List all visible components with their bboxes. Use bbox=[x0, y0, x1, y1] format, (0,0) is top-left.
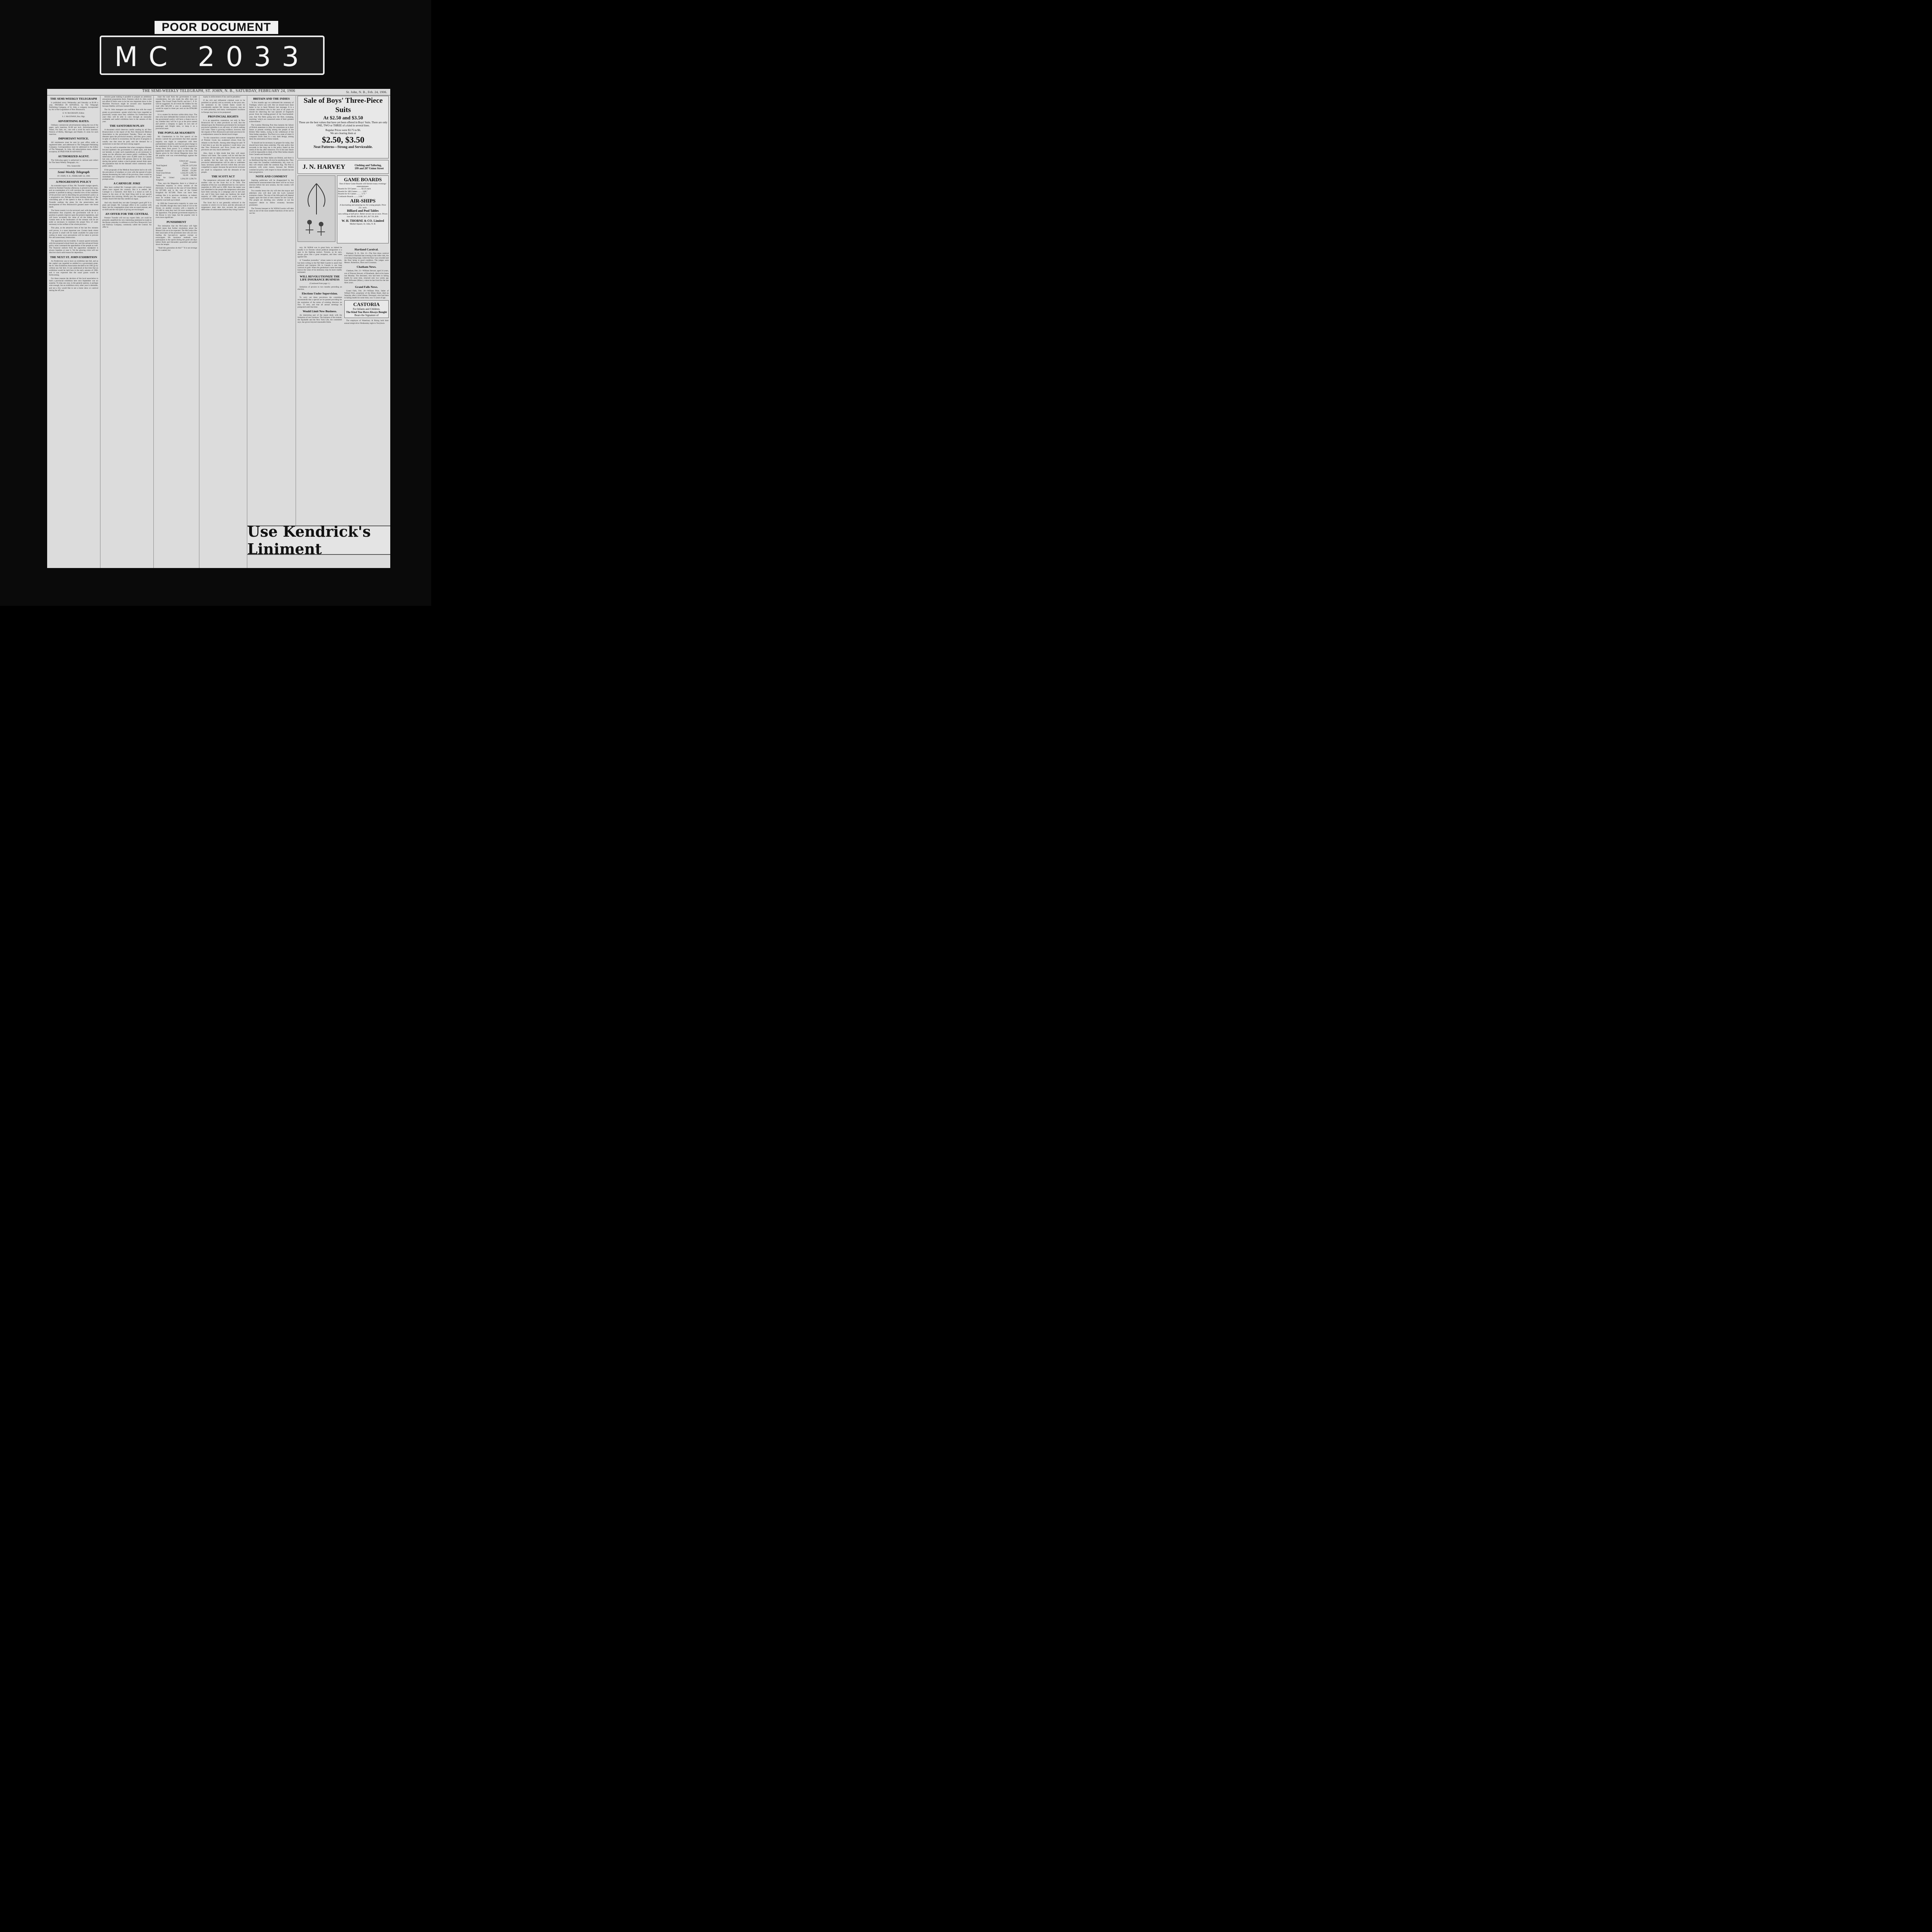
col6-grandfalls-para: Grand Falls, Feb. 20—William Pirie, father of Willard Pirie, proprietor of the Minto Hotel, died on Saturday after a brief illness. Deceased, who had been in failing health for some time, was 72 years of age. bbox=[344, 290, 389, 299]
col1-headline-1: A PROGRESSIVE POLICY bbox=[56, 180, 92, 184]
col3-headline-1: THE POPULAR MAJORITY bbox=[158, 131, 195, 135]
game-boards-intro: One of these Game Boards will furnish many evenings' entertainment. bbox=[339, 183, 386, 188]
vote-count: 100,000 bbox=[190, 174, 197, 177]
col1-adrates-head: ADVERTISING RATES. bbox=[58, 119, 89, 123]
col1-para-1: An extended report of Hon. Mr. Tweedie's budget speech, which he finished Tuesday afternoon, is printed in this issue, and an examination of it will convince the country that the premier is justified in taking a cheerful view of the condition of the province and in describing his government's policy as a progressive one. Perhaps the most striking feature of the concluding part of the speech is that in which Hon. Mr. Tweedie outlines the plans for the preservation and development of New Brunswick's greatest asset—the forest lands. bbox=[49, 184, 98, 208]
vote-count: 2,073,918 bbox=[189, 165, 197, 167]
col1-flag: Semi-Weekly Telegraph bbox=[58, 170, 90, 174]
col6-hartland-head: Hartland Carnival. bbox=[354, 248, 379, 251]
col3-para-7: "Shall this generation do this?" "It is not revenge that is wanted, but bbox=[156, 247, 197, 252]
column-1 bbox=[47, 96, 100, 568]
vote-region: Total England bbox=[156, 165, 167, 167]
suits-price-line: At $2.50 and $3.50 bbox=[323, 115, 363, 121]
col1-manager: S. J. McGOWAN, Bus. Mgr. bbox=[62, 116, 85, 118]
vote-count: Unionist. bbox=[189, 162, 197, 164]
suits-regular: Regular Prices were $3.75 to $6. bbox=[325, 129, 361, 132]
col1-agent-head: AUTHORIZED AGENT. bbox=[58, 154, 89, 158]
kendricks-banner bbox=[247, 523, 390, 558]
col1-dateline: ST. JOHN, N. B., FEBRUARY 24, 1906 bbox=[57, 175, 90, 177]
col5-para-1: "A few months ago we celebrated the centenary of Trafalgar, which was well. But we should have done better to lay to heart Nelson's last message. It is a sinister coincidence that in this year of all years we should be observing the last episode of England's power from the trading-ground of the four-hundred-year, that 'the fleets going now the fleet, sweeping, storming,' which are connected some of their greatest achievements." bbox=[249, 102, 294, 123]
col2-para-2: The St. John managers are confident that with the usual grants as government—grants which they have regarded as practically certain since they withdrew for Fredericton last year—they will be able to carry through an unusually creditable and useful exhibition here in the autumn of this year. bbox=[102, 109, 151, 123]
poor-document-stamp: POOR DOCUMENT bbox=[155, 21, 278, 34]
col4-para-3: It is an opposition contention, not only in New Brunswick but in other provinces as well, that the demand upon the Dominion government for increased provincial subsidies is an old story of which nothing will come. There is growing evidence, however, that the request of New Brunswick and sister provinces for a readjustment cannot be denied much longer. bbox=[201, 119, 245, 136]
col2-para-8: Premier Tweedie will not say expect little, yet could be presently amplified the very interesting statement he made in the House yesterday in reference to the New Brunswick Coal and Railway Company, commonly called the Central. An offer to bbox=[102, 216, 151, 229]
thorne-ad bbox=[337, 175, 389, 243]
harvey-line1: Clothing and Tailoring, bbox=[354, 164, 382, 167]
col2-para-5: If the proposals of the Medical Association had to do with the prevalence of smallpox or even with the spread of some disease threatening the cattle of the province, there would be immediate and widespread recognition of the necessity of prompt action. bbox=[102, 168, 151, 180]
vote-region: Total for United Kingdom bbox=[156, 177, 174, 181]
col6-chatham-para: Chatham, Feb. 21—William Stewart, aged 24 years, son of Duncan Stewart, of Rosebank, died at his home last Monday. The deceased, who had been in failing health for some time, returned only two weeks ago from Stillwater (Minn.), where he has lived for the last three years. bbox=[344, 270, 389, 284]
col1-adrates: Ordinary commercial advertisements taking the run of the paper, each insertion, $1.00 per inch. Advertisements of Wants, For Sale, etc., one cent a word for each insertion. Notices of Births, Marriages and Deaths 25 cents for each insertion. bbox=[49, 124, 98, 136]
col2-headline-3: AN OFFER FOR THE CENTRAL bbox=[105, 212, 149, 216]
suits-title: Sale of Boys' Three-Piece Suits bbox=[303, 97, 383, 114]
col6-hartland-para: Hartland, N. B., Feb. 21—The first dress carnival ever held in Hartland last evening in the roller rink, the crowning being large, while the floor was crowded and the floor being in good condition. The judges were Messrs. Robertson, Horn and Crossman. bbox=[344, 252, 389, 264]
col5-headline-2: NOTE AND COMMENT bbox=[255, 174, 287, 178]
col4-para-6: The temperance advocates talk of bringing about another vote on the Scott Act in St. John. The adoption of this law was defeated here by very narrow majorities in 1892 and in 1898. Since the matter was last submitted to the people the temperance advocates have been carrying on a campaign year in and year out, and if they have made any headway the small majority of 1898 against the act would now be converted into a considerable majority in its favor. bbox=[201, 179, 245, 201]
air-ships-desc: A fascinating and amusing toy for young people. Price 25c. each. bbox=[340, 204, 386, 209]
suits-neat: Neat Patterns—Strong and Serviceable. bbox=[313, 145, 373, 149]
vote-region: Total Great Britain bbox=[156, 172, 171, 174]
col5-para-2: The London Morning Post thus laments the failure of British statesmen to allay the uneasiness as to their future at present existing among the people of the British West Indies, owing to the withdrawal of the West Indian squadron. The Post is in a state of mind. It compares Uncle Sam in a very dark design, among them the annexation of these islands. bbox=[249, 124, 294, 141]
vote-count: 2,596,731 bbox=[189, 178, 197, 180]
col1-agent: The following agent is authorized to canvass and collect for The Semi-Weekly Telegraph, viz.: bbox=[49, 159, 98, 164]
billiard-title: Billiard and Pool Tables bbox=[347, 209, 379, 213]
col5-para-4: For all that the West Indies are British, and there is no likelihood that they will ever be anything else. They may enter the Canadian confederation, but, even so, they will remain under the common flag. The Post is annoyed, with some reason, because the British commercial policy with respect to those islands has not been progressive. bbox=[249, 157, 294, 173]
col3-headline-2: PUNISHMENT bbox=[167, 220, 186, 224]
col1-headline-2: THE NEXT ST. JOHN EXHIBITION bbox=[50, 255, 97, 259]
col4-para-1: equity in enforcement of law and its penalties." bbox=[203, 96, 242, 98]
vote-count: 253,901 bbox=[190, 170, 197, 172]
col6-mutual: A "Canadian journalist," whose name is not given, has been writing to the Pall Mall Gazette to assert that political and business life in Canada is one long carnival of graft. When the gentleman's name becomes known the value of his testimony may be more readily estimated. bbox=[298, 259, 342, 274]
suits-clearing: We are clearing them at bbox=[330, 132, 356, 135]
game-boards-list bbox=[338, 188, 388, 198]
col4-para-4: "In this connection a recent outspoken deliverance of Premier Gouin has awakened echoes from the Atlantic to the Pacific. Among other things he said: 'If I had time to go into the question I could show you that New Brunswick and Nova Scotia and other provinces are very much interested.'" bbox=[201, 137, 245, 151]
billiard-desc: now selling at half price. Better secure one at once. Prices now $9.00, $12.00, $15, $17.50, $30. bbox=[338, 213, 388, 218]
col1-para-5: As Fredericton was to have an exhibition last fall, and as the capital was regarded as entitled to a government grant, the St. John Exhibition Association decided to let 1905 go by without any fair here. It was understood at that time that an exhibition would be held here in the early autumn of 1906, and it was expected that the usual grants would be forthcoming. bbox=[49, 260, 98, 277]
col1-title: THE SEMI-WEEKLY TELEGRAPH bbox=[50, 97, 97, 100]
harvey-line2: 199 and 207 Union Street bbox=[354, 167, 384, 170]
vote-count: 366,605 bbox=[182, 170, 188, 172]
col3-para-3: Mr. Chamberlain in his first speech of the session warned the government that their popular majority was slight in comparison with their parliamentary majority, and that no great change in the sentiment of the country would be required to sweep them from power. It is evident that the opposition leader did not speak by the book. The figures given by the Liberal Magazine show that the popular vote was overwhelmingly against the Unionists. bbox=[156, 136, 197, 160]
game-board-item: Boards for 65 Games ........ 3.75 " bbox=[338, 193, 367, 195]
vote-count: 3,344,259 bbox=[180, 172, 188, 174]
col2-para-1: mission grant making it possible to prepare an ambitious amusement programme there. Features which St. John could not afford if there were to be but one important show in the Maritime Provinces might be secured next September because Halifax will have booked them. bbox=[102, 96, 151, 108]
col3-para-6: The intimation that the McCurdys will fight should mean that further revelations about the Mutual Life are to be expected. The McCurdys like their associates of the prominent men who are now leading the hue-and-cry against corrupt or extravagant life insurance methods were participants in the spoils during the good old days before Hyde and Alexander quarrelled and pulled down the temple. bbox=[156, 224, 197, 246]
column-4 bbox=[199, 96, 247, 568]
harvey-ad bbox=[298, 160, 389, 174]
col4-headline-2: THE SCOTT ACT bbox=[211, 174, 235, 178]
carnival-illustration bbox=[298, 175, 335, 242]
game-board-item: Boards for 50 Games ........ $2.25 each bbox=[338, 188, 371, 190]
col1-notice-head: IMPORTANT NOTICE. bbox=[58, 137, 89, 141]
col1-para-6: For these reasons the decision of the local association to hold a provincial exhibition here next September was no surprise. To skip one year, in the general opinion, is perhaps wise enough, but an exhibition every other year is desirable, and not a few would like to see a horse show or carnival during the off year. bbox=[49, 277, 98, 292]
column-3 bbox=[154, 96, 199, 568]
col6-elections-head: Elections Under Supervision. bbox=[302, 292, 338, 296]
vote-count: 50,100 bbox=[183, 174, 188, 177]
col1-agent-name: Wm. Somerville bbox=[67, 165, 80, 167]
col4-para-5: Also, there is little doubt that they will stand, Ottawa will listen. The country will be told that the provinces are not asking for money from one pocket to another, but the men who have to carry on provincial administrations will be able to undertake many necessary public services which they are now compelled to neglect because the provincial revenues are small in comparison with the demands of the people. bbox=[201, 152, 245, 173]
masthead-title: THE SEMI-WEEKLY TELEGRAPH, ST. JOHN, N. B., SATURDAY, FEBRUARY 24, 1906 bbox=[142, 89, 295, 93]
col2-para-6: Men have credited Mr. Carnegie with a sense of humor; others have argued the contrary. But it is settled. Mr. Carnegie is a humorist. And there is a moral as well as humor in the story of the Steel King told in our special despatches this morning. Briefly put, the congregation of a certain church felt that they needed an organ. bbox=[102, 186, 151, 201]
col6-grandfalls-head: Grand Falls News. bbox=[355, 285, 378, 289]
col4-para-2: If the rich and influential criminal were to be punished as quickly and as severely as the poor one, the sentiment in the United States would be considerably startled. Mr. Jerome, however, may set to work presently, and many contemplated vacations in Europe may have to be postponed. bbox=[201, 99, 245, 114]
castoria-line2: The Kind You Have Always Bought bbox=[346, 311, 387, 314]
vote-count: 2,496,731 bbox=[189, 172, 197, 174]
col3-para-2: It is a matter for decision within thirty days. The men who have defended the Central on the lines of the government's policy will have a chance now to say whether they will let it go at the price named and permit a company to apply its own rate of passenger and freight rates, or keep it as a provincial asset. bbox=[156, 113, 197, 130]
vote-count: 2,396,530 bbox=[180, 165, 188, 167]
col5-para-5: Aspiring politicians will be disappointed by the authoritative announcement that there will be no local election before the next session, but the country will take it calmly. bbox=[249, 179, 294, 189]
col6-will-para: limitation of proxies to two months preceding an election. bbox=[298, 286, 342, 291]
col1-para-2: The forest country is to be surveyed, and, with the detailed information thus acquired, the government will be in a position to greatly improve upon the present regulations, and will know accurately the value of all the timber lands. Certain trees at the headwaters of the streams will be set aside as necessary to maintain the proper flow of water necessary to the welfare of the whole province. bbox=[49, 209, 98, 226]
castoria-title: CASTORIA bbox=[353, 301, 380, 308]
column-2 bbox=[100, 96, 154, 568]
vote-row bbox=[156, 177, 197, 182]
column-5 bbox=[247, 96, 296, 526]
col6-will-headline: WILL REVOLUTIONIZE THE LIFE INSURANCE BUSINESS bbox=[299, 275, 340, 282]
col2-para-4: It may be well to remember that when contagious diseases become epidemic the government is called upon, and does not hesitate, to make such expenditures as are necessary to stamp out the affection and restore public confidence. But tuberculosis, of which there were 45,000 cases in Canada last year, and of which 500 persons died in St. John alone during that period, makes a much greater annual drain upon the population than do the diseases which commonly cause public alarm. bbox=[102, 146, 151, 168]
vote-region bbox=[156, 160, 175, 165]
col4-headline-1: PROVINCIAL RIGHTS bbox=[208, 114, 238, 118]
vote-region: Wales bbox=[156, 167, 161, 170]
vote-region: Ireland bbox=[156, 174, 162, 177]
col4-para-7: The Scott Act is not generally enforced in the counties in which it is in force, and the advocates of temperance must take into account the practical difficulties of enforcement before they bring it about. bbox=[201, 201, 245, 211]
vote-count: 3,394,359 bbox=[180, 178, 188, 180]
col6-limit-head: Would Limit New Business. bbox=[303, 309, 337, 313]
kendricks-text: Use Kendrick's Liniment bbox=[247, 523, 371, 558]
vote-region: Scotland bbox=[156, 170, 163, 172]
game-board-item: Boards for 100 Games ........ 3.00 " bbox=[338, 190, 368, 193]
vote-table bbox=[156, 160, 197, 182]
vote-row bbox=[156, 160, 197, 165]
col1-editor: E. W. McCREADY, Editor. bbox=[63, 112, 85, 115]
vote-count: 173,214 bbox=[182, 167, 188, 170]
thorne-firm: W. H. THORNE & CO. Limited bbox=[342, 219, 384, 223]
col3-para-4: Thus, says the Magazine, there is a Liberal or Nationalist majority in every section of the electorate. It accounts on the case of Great Britain for 827,000, and in the case of the United Kingdom for 827,000. There can have been nothing like it in previous elections, as indeed, must be evident when we consider how the majority was built up in detail. bbox=[156, 182, 197, 201]
thorne-address: Market Square, St. John, N. B. bbox=[350, 223, 376, 225]
column-6 bbox=[296, 96, 390, 526]
game-boards-title: GAME BOARDS bbox=[344, 177, 382, 182]
col2-headline-2: A CARNEGIE JOKE bbox=[113, 182, 141, 185]
air-ships-title: AIR-SHIPS bbox=[350, 198, 376, 204]
col6-elections-para: To carry out these provisions the committee recommends that a special act be passed providing for the expiration of the terms of existing directors on Nov. 15 next, and that all annual meetings be postponed until that time. bbox=[298, 296, 342, 308]
col5-para-3: "It should not be necessary to prepare for today, that should have been done yesterday. The only policy that succeeds in the long run is the policy based on the needs of the day after tomorrow. For in the near future it will be impossible to think of the West Indian islands from Canada and Australia." bbox=[249, 141, 294, 156]
col3-para-5: In 1900 the Conservative majority in votes was only 194,000, though they had a lead of 133 in the House; on another occasion with a majority of 122,000 in votes they had 134 more members than the opposition. The present government majority in the House is very large, but the popular vote is even more significant. bbox=[156, 202, 197, 219]
castoria-line3: Bears the Signature of bbox=[354, 314, 379, 317]
boys-suits-ad bbox=[298, 96, 389, 158]
col6-last-para: The employes of Waterbury & Rising held their annual sleigh drive Wednesday night to Torryburn. bbox=[344, 320, 389, 325]
castoria-ad bbox=[344, 300, 389, 318]
game-board-item: Crokinole Boards ........ 2.00 " bbox=[338, 195, 364, 198]
col6-chatham-head: Chatham News. bbox=[357, 265, 376, 269]
col2-para-3: A document which deserves careful reading by all New Brunswickers is the report of the New Brunswick Medical Association to the government Tuesday. There are many diseases upon the provincial treasury, and they grow yearly in spite of a desire to economize, but the price of progress is usually one that must be paid, and the demand for a sanitorium is one that will have strong support. bbox=[102, 129, 151, 145]
col3-para-1: lease the road from the government is under consideration, but who made the offer does not appear. The Grand Trunk Pacific and the C. P. R. will be suggested. At all events the bidders for the road offer $25,000 a year in perpetuity, which would be equal to three per cent on the $700,000 expended. bbox=[156, 96, 197, 112]
harvey-name: J. N. HARVEY bbox=[302, 163, 345, 170]
suits-desc: These are the best values that have yet been offered in Boys' Suits. There are only ONE, TWO or THREE of a kind in several lines. bbox=[299, 121, 388, 127]
col5-para-6: Two months hence the city will elect the mayor and aldermen who will deal with the Loch Lomond extension claims. The size of the bills paid will depend largely upon the kind of men chosen for the Council. The people are deciding now whether or not the taxpayers' desire to follow economy becomes prominent. bbox=[249, 190, 294, 206]
col1-para-3: This plan, as the attractive item of the last few minutes well proves, is a most important one. Certain lands where the growth is small will be made available for pulp-wood cutting in many ways precautions will be taken to prevent fire and unnecessary destruction. bbox=[49, 227, 98, 239]
masthead-dateline: St. John, N. B., Feb. 24, 1906. bbox=[346, 90, 387, 94]
vote-count: 96,912 bbox=[191, 167, 197, 170]
castoria-line1: For Infants and Children. bbox=[353, 308, 380, 311]
vote-count: Liberal and Labor. bbox=[179, 160, 188, 165]
col1-notice: All remittances must be sent by post office order or registered letter, and addressed to The Telegraph Publishing Company. Correspondence must be addressed to the Editor of The Telegraph, St. John. All subscriptions must, without exception, be PAID FOR IN ADVANCE. bbox=[49, 141, 98, 153]
col6-sir-wilfrid: tory. Sir Wilfrid was in great form, as indeed he usually is in Toronto whose political antagonism is a spur to his fighting instinct. Toronto, as he says, always gives him a great reception, and then votes against him. bbox=[298, 247, 342, 259]
col2-para-7: And why should they not take Carnegie's good gift? It is plain and simple. Mr. Carnegie offers to be a partner with them; but the congregation must raise an equal amount, and so thrift and the real spirit of giving are encouraged. bbox=[102, 201, 151, 211]
suits-prices: $2.50, $3.50 bbox=[322, 135, 364, 145]
col6-continued: (Continued from page 1.) bbox=[310, 282, 330, 285]
col1-intro: is published every Wednesday and Saturday at $1.00 a year, PAYABLE IN ADVANCE, by The Telegraph Publishing Company, of St. John, a company incorporated by Act of the Legislature of New Brunswick. bbox=[49, 102, 98, 111]
col2-headline-1: THE SANITORIUM PLAN bbox=[109, 124, 145, 128]
col1-para-4: The opposition has its troubles. It cannot quarrel seriously with the proposed school-book law, and this advanced forest policy must command the approbation of the people as well. The financial outlook from the opposition standpoint is always hopeless or near it. Yet the glowing crisis will not discover much solid reason for depression. bbox=[49, 240, 98, 254]
col5-headline-1: BRITAIN AND THE INDIES bbox=[253, 97, 290, 100]
col6-limit-para: An interesting part of the report deals with the limitation of new business. The business of the mutual, the Equitable and the New York Life, the committee says, has grown beyond reasonable limits. bbox=[298, 314, 342, 324]
col5-para-7: The Toronto banquet to Sir Wilfrid Laurier will take rank as one of the most notable functions of the sort in our his- bbox=[249, 207, 294, 214]
microfilm-code-label: MC 2033 bbox=[100, 36, 325, 75]
masthead bbox=[47, 89, 390, 95]
newspaper-page bbox=[47, 89, 390, 568]
